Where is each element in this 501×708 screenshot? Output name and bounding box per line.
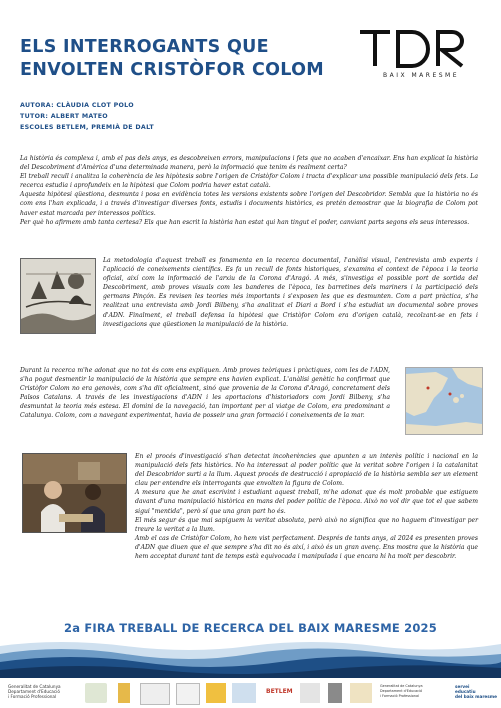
conclusions-paragraph: En el procés d'investigació s'han detectat incoherències que apunten a un interès polític i nacional en la manipulació dels fets històrics. No ha interessat al poder polític que la veritat sobre l'origen i la catalanitat del Descobridor surti a la llum. Aquest procés de destrucció i apropiació de la història sembla ser un element clau per entendre els interrogants que envolten la figura de Colom. xyxy=(135,453,478,488)
results-text: Durant la recerca m'he adonat que no tot és com ens expliquen. Amb proves teòriques i pràctiques, com les de l'ADN, s'ha pogut desmentir la manipulació de la història que sempre ens havien explicat. L'anàlisi genètic ha confirmat que Cristòfor Colom no era genovès, com s'ha dit oficialment, sinó que provenia de la Corona d'Aragó, concretament dels Països Catalans. A través de les investigacions d'ADN i les aportacions d'historiadors com Jordi Bilbeny, s'ha desmuntat la teoria més estesa. El domini de la navegació, tan important per al viatge de Colom, era predominant a Catalunya. Colom, com a navegant experimentat, havia de posseir una gran formació i coneixements de la mar. xyxy=(20,367,390,420)
conclusions-text xyxy=(135,452,478,561)
servei-educatiu-logo: servei educatiu del baix maresme xyxy=(455,684,497,699)
intro-paragraph: Per què ho afirmem amb tanta certesa? Els que han escrit la història han estat qui han tingut el poder, canviant parts segons els seus interessos. xyxy=(20,218,470,226)
sponsor-logo xyxy=(85,683,107,703)
author-name: AUTORA: CLÀUDIA CLOT POLO xyxy=(20,102,134,109)
gencat-logo: Generalitat de Catalunya Departament d'Educació i Formació Professional xyxy=(8,684,61,699)
sponsor-logo xyxy=(232,683,256,703)
sponsor-logo xyxy=(350,683,372,703)
intro-text xyxy=(20,154,478,227)
mediterranean-map-image xyxy=(405,367,483,435)
intro-paragraph: Aquesta hipòtesi qüestiona, desmunta i posa en evidència totes les versions existents sobre l'origen del Descobridor. Sembla que la història no és com ens l'han explicada, i a través d'investigar diverses fonts, estudis i documents històrics, es pretén demostrar que la biografia de Colom pot haver estat marcada per interessos polítics. xyxy=(20,191,478,217)
wave-decoration xyxy=(0,638,501,678)
sponsor-logo xyxy=(140,683,170,705)
school-name: ESCOLES BETLEM, PREMIÀ DE DALT xyxy=(20,124,154,131)
intro-paragraph: El treball recull i analitza la coherència de les hipòtesis sobre l'origen de Cristòfor Colom i tracta d'explicar una possible manipulació dels fets. La recerca estudia i aprofundeix en la hipòtesi que Colom podria haver estat català. xyxy=(20,173,478,190)
betlem-logo: BETLEM xyxy=(266,688,293,695)
sponsor-logo xyxy=(206,683,226,703)
conclusions-paragraph: Amb el cas de Cristòfor Colom, ho hem vist perfectament. Després de tants anys, al 2024 es presenten proves d'ADN que diuen que el que sempre s'ha dit no és així, i això és un gran avenç. Ens mostra que la història que hem acceptat durant tant de temps està equivocada i manipulada i que encara hi ha molt per descobrir. xyxy=(135,534,478,561)
sponsor-logo xyxy=(300,683,320,703)
gencat-logo-2: Generalitat de Catalunya Departament d'Educació i Formació Professional xyxy=(380,684,423,698)
historical-engraving-image xyxy=(20,258,96,334)
sponsor-logo xyxy=(176,683,200,705)
methodology-text: La metodologia d'aquest treball es fonamenta en la recerca documental, l'anàlisi visual, l'entrevista amb experts i l'aplicació de coneixements científics. Es fa un recull de fonts historiques, s'examina el context de l'època i la teoria oficial, així com la informació de l'arxiu de la Corona d'Aragó. A més, s'investiga el possible port de sortida del Descobriment, amb proves visuals com les banderes de l'època, les barretines dels mariners i la participació dels germans Pinçón. Es revisen les teories més importants i s'exposen les que es desmunten. Com a part pràctica, s'ha realitzat una entrevista amb Jordi Bilbeny, s'ha analitzat el Diari a Bord i s'ha estudiat un documental sobre proves d'ADN. Finalment, el treball defensa la hipòtesi que Cristòfor Colom era d'origen català, recolzant-se en fets i investigacions que qüestionen la manipulació de la història. xyxy=(103,257,478,328)
tutor-name: TUTOR: ALBERT MATEO xyxy=(20,113,108,120)
sponsor-logo xyxy=(118,683,130,703)
interview-photo xyxy=(22,453,127,533)
intro-paragraph: La història és complexa i, amb el pas dels anys, es descobreixen errors, manipulacions i fets que no acaben d'encaixar. Ens han explicat la història del Descobriment d'Amèrica d'una determinada manera, però la informació que tenim és realment certa? xyxy=(20,155,478,172)
fair-banner: 2a FIRA TREBALL DE RECERCA DEL BAIX MARESME 2025 xyxy=(64,621,437,635)
logo-subtitle: BAIX MARESME xyxy=(383,72,460,79)
sponsor-logo xyxy=(328,683,342,703)
authors-block xyxy=(20,100,154,133)
conclusions-paragraph: El més segur és que mai sapiguem la veritat absoluta, però això no significa que no haguem d'investigar per treure la veritat a la llum. xyxy=(135,516,478,533)
conclusions-paragraph: A mesura que he anat escrivint i estudiant aquest treball, m'he adonat que és molt probable que estiguem davant d'una manipulació històrica en mans del poder polític de l'època. Això no vol dir que tot el que sabem sigui "mentida", però sí que una gran part ho és. xyxy=(135,489,478,515)
poster-title: ELS INTERROGANTS QUE ENVOLTEN CRISTÒFOR COLOM xyxy=(20,37,324,80)
